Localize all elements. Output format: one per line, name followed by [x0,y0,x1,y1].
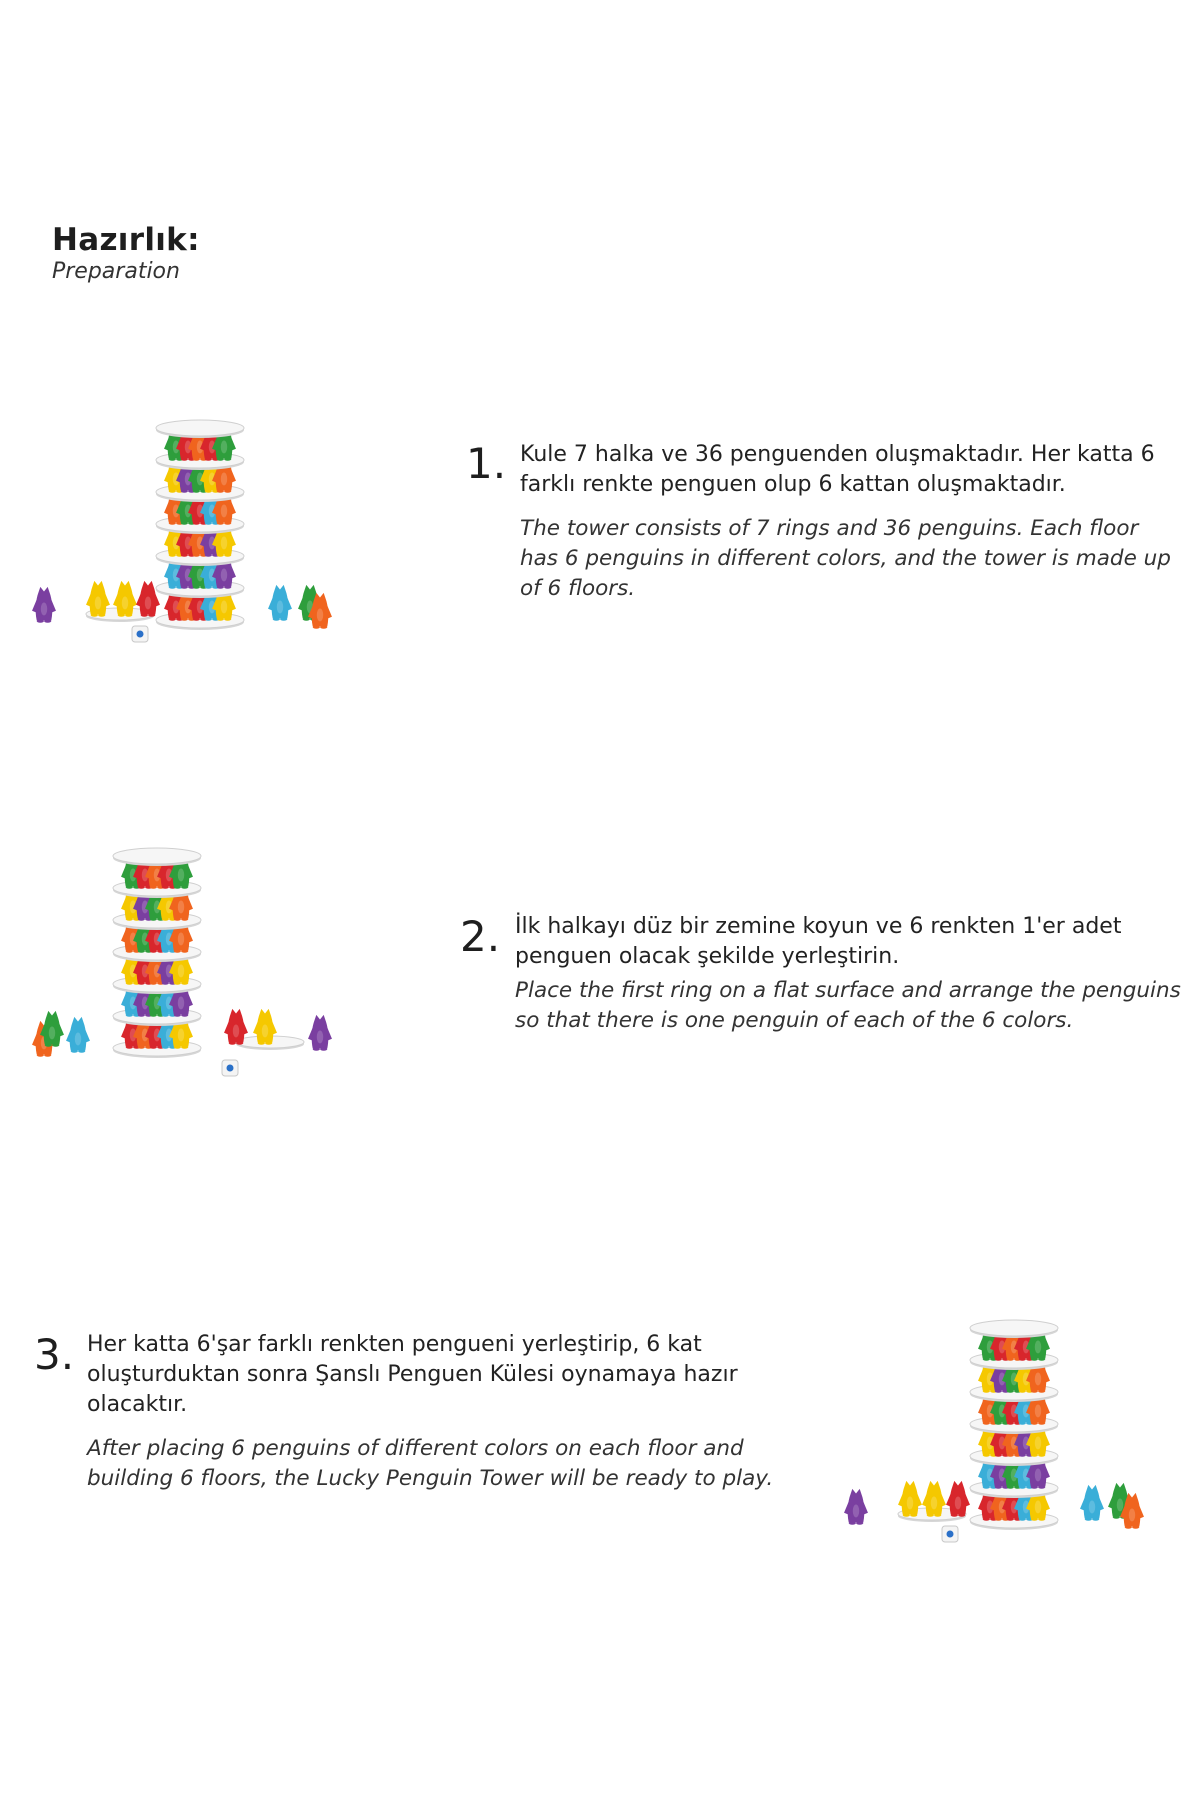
die-icon [132,626,148,642]
tower-illustration-svg [30,848,340,1088]
tower-illustration-2 [30,848,340,1088]
die-icon [942,1526,958,1542]
section-header [52,222,200,286]
ring-icon [113,848,201,866]
ring-icon [970,1320,1058,1338]
step-text-turkish: Her katta 6'şar farklı renkten pengueni yerleştirip, 6 kat oluşturduktan sonra Şanslı Penguen Külesi oynamaya hazır olacaktır. [87,1332,738,1417]
tower-illustration-3 [842,1320,1152,1560]
step-text-english: The tower consists of 7 rings and 36 penguins. Each floor has 6 penguins in different colors, and the tower is made up of 6 floors. [520,516,1171,601]
step-text-turkish: İlk halkayı düz bir zemine koyun ve 6 renkten 1'er adet penguen olacak şekilde yerleştirin. [515,914,1122,969]
ring-icon [156,420,244,438]
tower-illustration-svg [842,1320,1152,1560]
die-icon [222,1060,238,1076]
step-text-turkish: Kule 7 halka ve 36 penguenden oluşmaktadır. Her katta 6 farklı renkte penguen olup 6 kattan oluşmaktadır. [520,442,1155,497]
step-text [515,912,1185,1036]
step-text-english: After placing 6 penguins of different colors on each floor and building 6 floors, the Lucky Penguin Tower will be ready to play. [87,1436,774,1491]
penguin-icon [844,1489,868,1525]
step-text-english: Place the first ring on a flat surface and arrange the penguins so that there is one penguin of each of the 6 colors. [515,978,1181,1033]
penguin-icon [32,587,56,623]
page-subtitle: Preparation [52,259,180,284]
page-title: Hazırlık: [52,222,200,258]
step-text [520,440,1180,604]
step-number: 1. [466,439,507,488]
penguin-tower-icon [156,420,244,630]
tower-illustration-1 [30,420,340,660]
step-number: 3. [34,1330,75,1379]
penguin-tower-icon [113,848,201,1058]
tower-illustration-svg [30,420,340,660]
step-number: 2. [460,912,501,961]
step-text [87,1330,787,1494]
penguin-icon [268,585,292,621]
penguin-icon [308,1015,332,1051]
penguin-icon [1080,1485,1104,1521]
penguin-icon [66,1017,90,1053]
penguin-tower-icon [970,1320,1058,1530]
